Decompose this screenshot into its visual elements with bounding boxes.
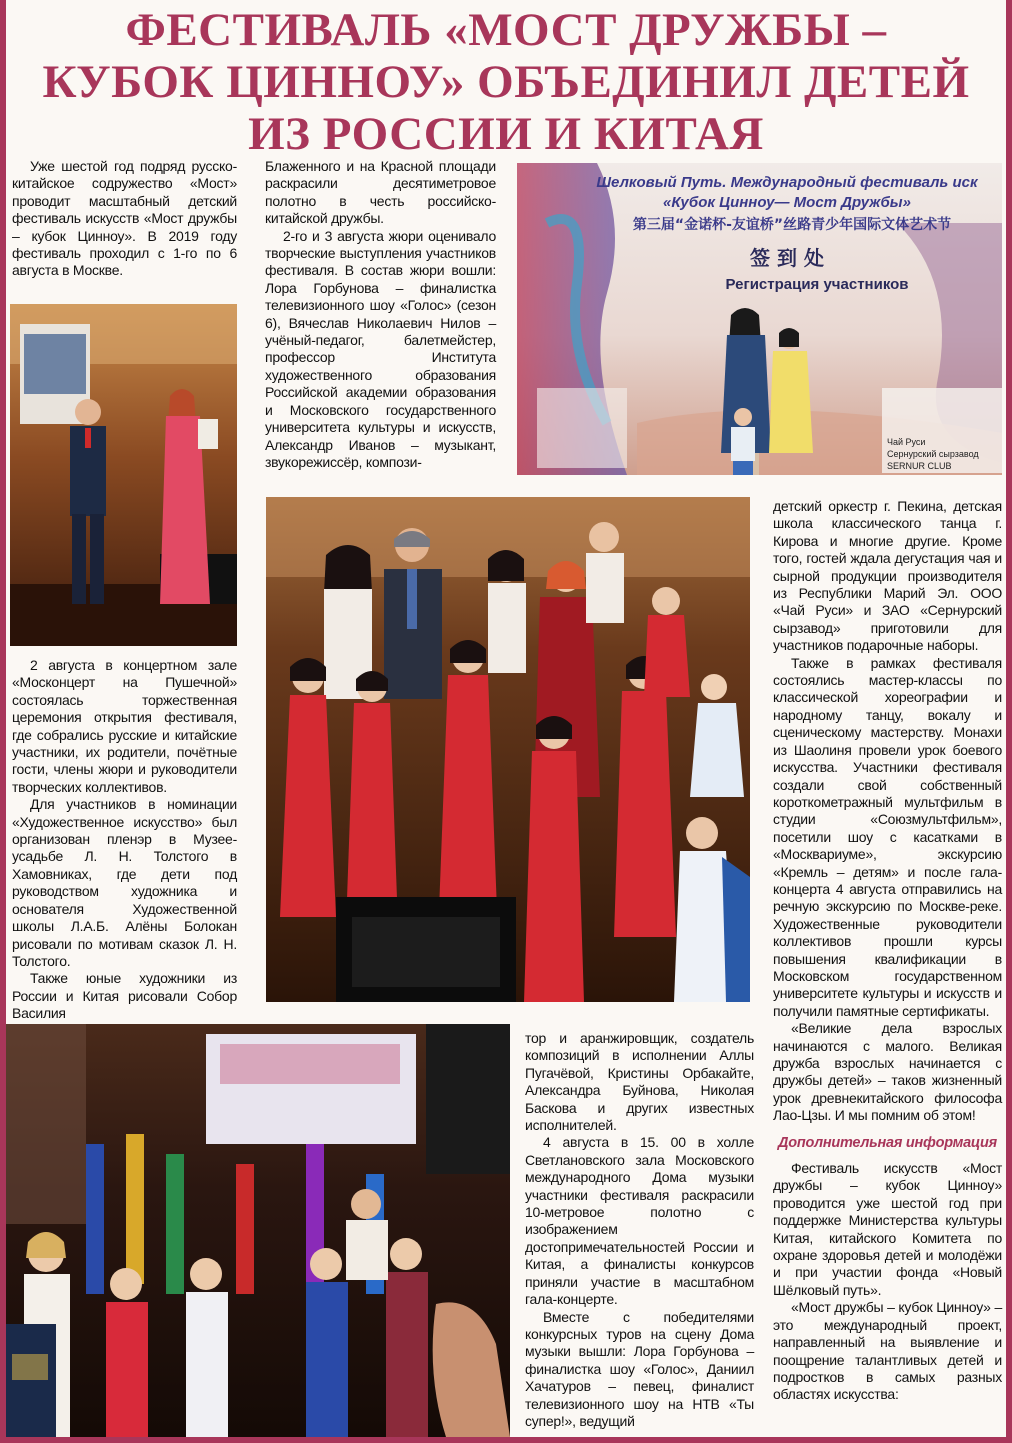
paragraph: Вместе с победителями конкурсных туров на сцену Дома музыки вышли: Лора Горбунова – финалистка шоу «Голос», Даниил Хачатуров – певец, финалист телевизионного шоу на НТВ «Ты супер!», ведущий [525,1308,754,1429]
photo-registration-banner [517,163,1002,475]
sponsor-label: SERNUR CLUB [887,461,952,471]
headline-line-2: КУБОК ЦИННОУ» ОБЪЕДИНИЛ ДЕТЕЙ [42,56,970,108]
column-2-jury [265,158,496,471]
paragraph: Уже шестой год подряд русско-китайское содружество «Мост» проводит масштабный детский фестиваль искусств «Мост дружбы – кубок Цинноу». В 2019 году фестиваль проходил с 1-го по 6 августа в Москве. [12,158,237,279]
headline [6,4,1006,160]
sponsor-label: Сернурский сырзавод [887,449,979,459]
subheading-additional-info: Дополнительная информация [778,1134,997,1151]
paragraph: 4 августа в 15. 00 в холле Светлановского зала Московского международного Дома музыки участники фестиваля раскрасили 10-метровое полотно с изображением достопримечательностей России и Китая, а финалисты конкурсов приняли участие в масштабном гала-концерте. [525,1134,754,1308]
banner-text: 第三届“金诺杯-友谊桥”丝路青少年国际文体艺术节 [632,217,952,233]
banner-text: «Кубок Цинноу— Мост Дружбы» [663,194,911,211]
banner-text: Регистрация участников [725,276,909,293]
paragraph: «Великие дела взрослых начинаются с малого. Великая дружба взрослых начинается с дружбы детей» – таков жизненный урок древнекитайского философа Лао-Цзы. И мы помним об этом! [773,1020,1002,1124]
paragraph: 2 августа в концертном зале «Москонцерт на Пушечной» состоялась торжественная церемония открытия фестиваля, где собрались русские и китайские участники, их родители, почётные гости, члены жюри и руководители творческих коллективов. [12,657,237,795]
paragraph: Также в рамках фестиваля состоялись мастер-классы по классической хореографии и народному танцу, вокалу и сценическому мастерству. Монахи из Шаолиня провели урок боевого искусства. Участники фестиваля создали свой собственный короткометражный мультфильм в студии «Союзмультфильм», посетили шоу с касатками в «Москвариуме», экскурсию «Кремль – детям» и после гала-концерта 4 августа отправились на речную экскурсию по Москве-реке. Художественные руководители коллективов прошли курсы повышения квалификации в Московском государственном университете культуры и искусств и получили памятные сертификаты. [773,654,1002,1019]
column-3-gala [525,1030,754,1430]
banner-text: 签 到 处 [750,246,824,270]
paragraph: тор и аранжировщик, создатель композиций в исполнении Аллы Пугачёвой, Кристины Орбакайте, Александра Буйнова, Николая Баскова и других известных исполнителей. [525,1030,754,1134]
column-1-intro [12,158,237,280]
column-1-main [12,657,237,1023]
paragraph: Также юные художники из России и Китая рисовали Собор Василия [12,970,237,1022]
banner-text: Шелковый Путь. Международный фестиваль иск [596,174,978,191]
column-4-main [773,498,1002,1404]
photo-children-with-flags [6,1024,510,1437]
sponsor-label: Чай Руси [887,437,926,447]
photo-girls-red-dresses [266,497,750,1002]
photo-hosts-on-stage [10,304,237,646]
paragraph: «Мост дружбы – кубок Цинноу» – это международный проект, направленный на выявление и поощрение талантливых детей и подростков в самых разных областях искусства: [773,1299,1002,1403]
paragraph: Блаженного и на Красной площади раскрасили десятиметровое полотно в честь российско-китайской дружбы. [265,158,496,227]
paragraph: 2-го и 3 августа жюри оценивало творческие выступления участников фестиваля. В состав жюри вошли: Лора Горбунова – финалистка телевизионного шоу «Голос» (сезон 6), Вячеслав Николаевич Нилов – учёный-педагог, балетмейстер, профессор Института художественного образования Российской академии образования и Московского государственного университета культуры и искусств, Александр Иванов – музыкант, звукорежиссёр, компози- [265,227,496,470]
paragraph: Фестиваль искусств «Мост дружбы – кубок Цинноу» проводится уже шестой год при поддержке Министерства культуры Китая, китайского Комитета по охране здоровья детей и молодёжи и при участии фонда «Новый Шёлковый путь». [773,1160,1002,1298]
newspaper-page [6,0,1006,1437]
paragraph: детский оркестр г. Пекина, детская школа классического танца г. Кирова и многие другие. Кроме того, гостей ждала дегустация чая и сырной продукции производителя из Республики Марий Эл. ООО «Чай Руси» и ЗАО «Сернурский сырзавод» приготовили для участников подарочные наборы. [773,498,1002,654]
headline-line-3: ИЗ РОССИИ И КИТАЯ [248,108,764,160]
paragraph: Для участников в номинации «Художественное искусство» был организован пленэр в Музее-усадьбе Л. Н. Толстого в Хамовниках, где дети под руководством художника и основателя Художественной школы Л.А.Б. Алёны Болокан рисовали по мотивам сказок Л. Н. Толстого. [12,796,237,969]
headline-line-1: ФЕСТИВАЛЬ «МОСТ ДРУЖБЫ – [125,4,887,56]
